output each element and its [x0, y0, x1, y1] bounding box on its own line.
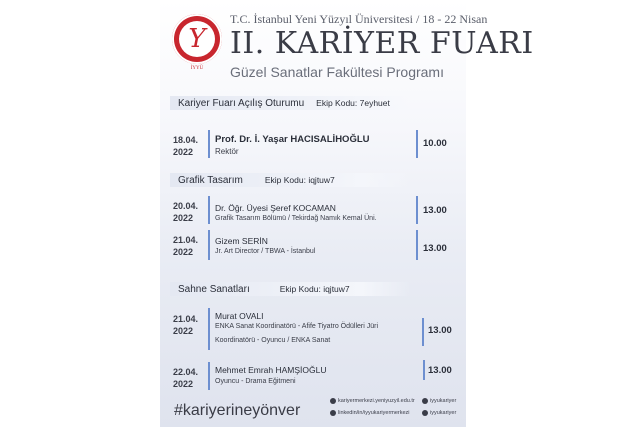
speaker-name: Gizem SERİN — [215, 236, 268, 246]
twitter-contact[interactable]: iyyukariyer — [422, 410, 456, 416]
session-time: 13.00 — [428, 325, 452, 336]
time-bar — [416, 130, 418, 158]
speaker-name: Dr. Öğr. Üyesi Şeref KOCAMAN — [215, 203, 336, 213]
page-title: II. KARİYER FUARI — [230, 26, 534, 61]
linkedin-icon — [330, 410, 336, 416]
section-label: Sahne Sanatları — [178, 283, 250, 295]
speaker-name: Mehmet Emrah HAMŞİOĞLU — [215, 365, 327, 375]
university-logo — [172, 14, 222, 71]
session-date: 21.04. 2022 — [173, 314, 199, 336]
session-time: 13.00 — [423, 243, 447, 254]
session-date: 20.04. 2022 — [173, 201, 199, 223]
session-date: 18.04. 2022 — [173, 135, 199, 157]
section-band-performing-arts — [170, 282, 410, 296]
speaker-role: Grafik Tasarım Bölümü / Tekirdağ Namık Kemal Üni. — [215, 215, 377, 222]
session-date: 21.04. 2022 — [173, 235, 199, 257]
twitter-icon — [422, 410, 428, 416]
section-band-opening — [170, 96, 410, 110]
speaker-role: Oyuncu - Drama Eğitmeni — [215, 378, 296, 385]
session-bar — [208, 130, 210, 158]
time-bar — [422, 318, 424, 346]
section-label: Grafik Tasarım — [178, 174, 243, 186]
hashtag: #kariyerineyönver — [174, 402, 301, 419]
speaker-role: ENKA Sanat Koordinatörü - Afife Tiyatro Ödülleri Jüri — [215, 323, 379, 330]
time-bar — [423, 360, 425, 380]
poster — [160, 0, 534, 427]
session-date: 22.04. 2022 — [173, 367, 199, 389]
university-line: T.C. İstanbul Yeni Yüzyıl Üniversitesi / 18 - 22 Nisan — [230, 12, 488, 26]
session-bar — [208, 230, 210, 260]
session-time: 13.00 — [423, 205, 447, 216]
time-bar — [416, 230, 418, 260]
speaker-role: Rektör — [215, 147, 239, 156]
time-bar — [416, 196, 418, 224]
speaker-role-line2: Koordinatörü - Oyuncu / ENKA Sanat — [215, 337, 331, 344]
section-band-graphic-design — [170, 173, 410, 187]
instagram-contact[interactable]: iyyukariyer — [422, 398, 456, 404]
page-subtitle: Güzel Sanatlar Fakültesi Programı — [230, 64, 444, 80]
website-contact[interactable]: kariyermerkezi.yeniyuzyil.edu.tr — [330, 398, 415, 404]
team-code: Ekip Kodu: iqjtuw7 — [279, 284, 350, 294]
session-time: 13.00 — [428, 365, 452, 376]
session-bar — [208, 308, 210, 350]
session-bar — [208, 362, 210, 390]
globe-icon — [330, 398, 336, 404]
team-code: Ekip Kodu: iqjtuw7 — [264, 175, 335, 185]
section-label: Kariyer Fuarı Açılış Oturumu — [178, 97, 305, 109]
linkedin-contact[interactable]: linkedin/in/iyyukariyermerkezi — [330, 410, 410, 416]
speaker-name: Murat OVALI — [215, 311, 264, 321]
session-bar — [208, 196, 210, 224]
logo-letter: Y — [188, 24, 206, 54]
speaker-name: Prof. Dr. İ. Yaşar HACISALİHOĞLU — [215, 134, 370, 145]
logo-text: İYYÜ — [190, 66, 204, 71]
speaker-role: Jr. Art Director / TBWA - İstanbul — [215, 248, 316, 255]
instagram-icon — [422, 398, 428, 404]
team-code: Ekip Kodu: 7eyhuet — [316, 98, 390, 108]
session-time: 10.00 — [423, 138, 447, 149]
